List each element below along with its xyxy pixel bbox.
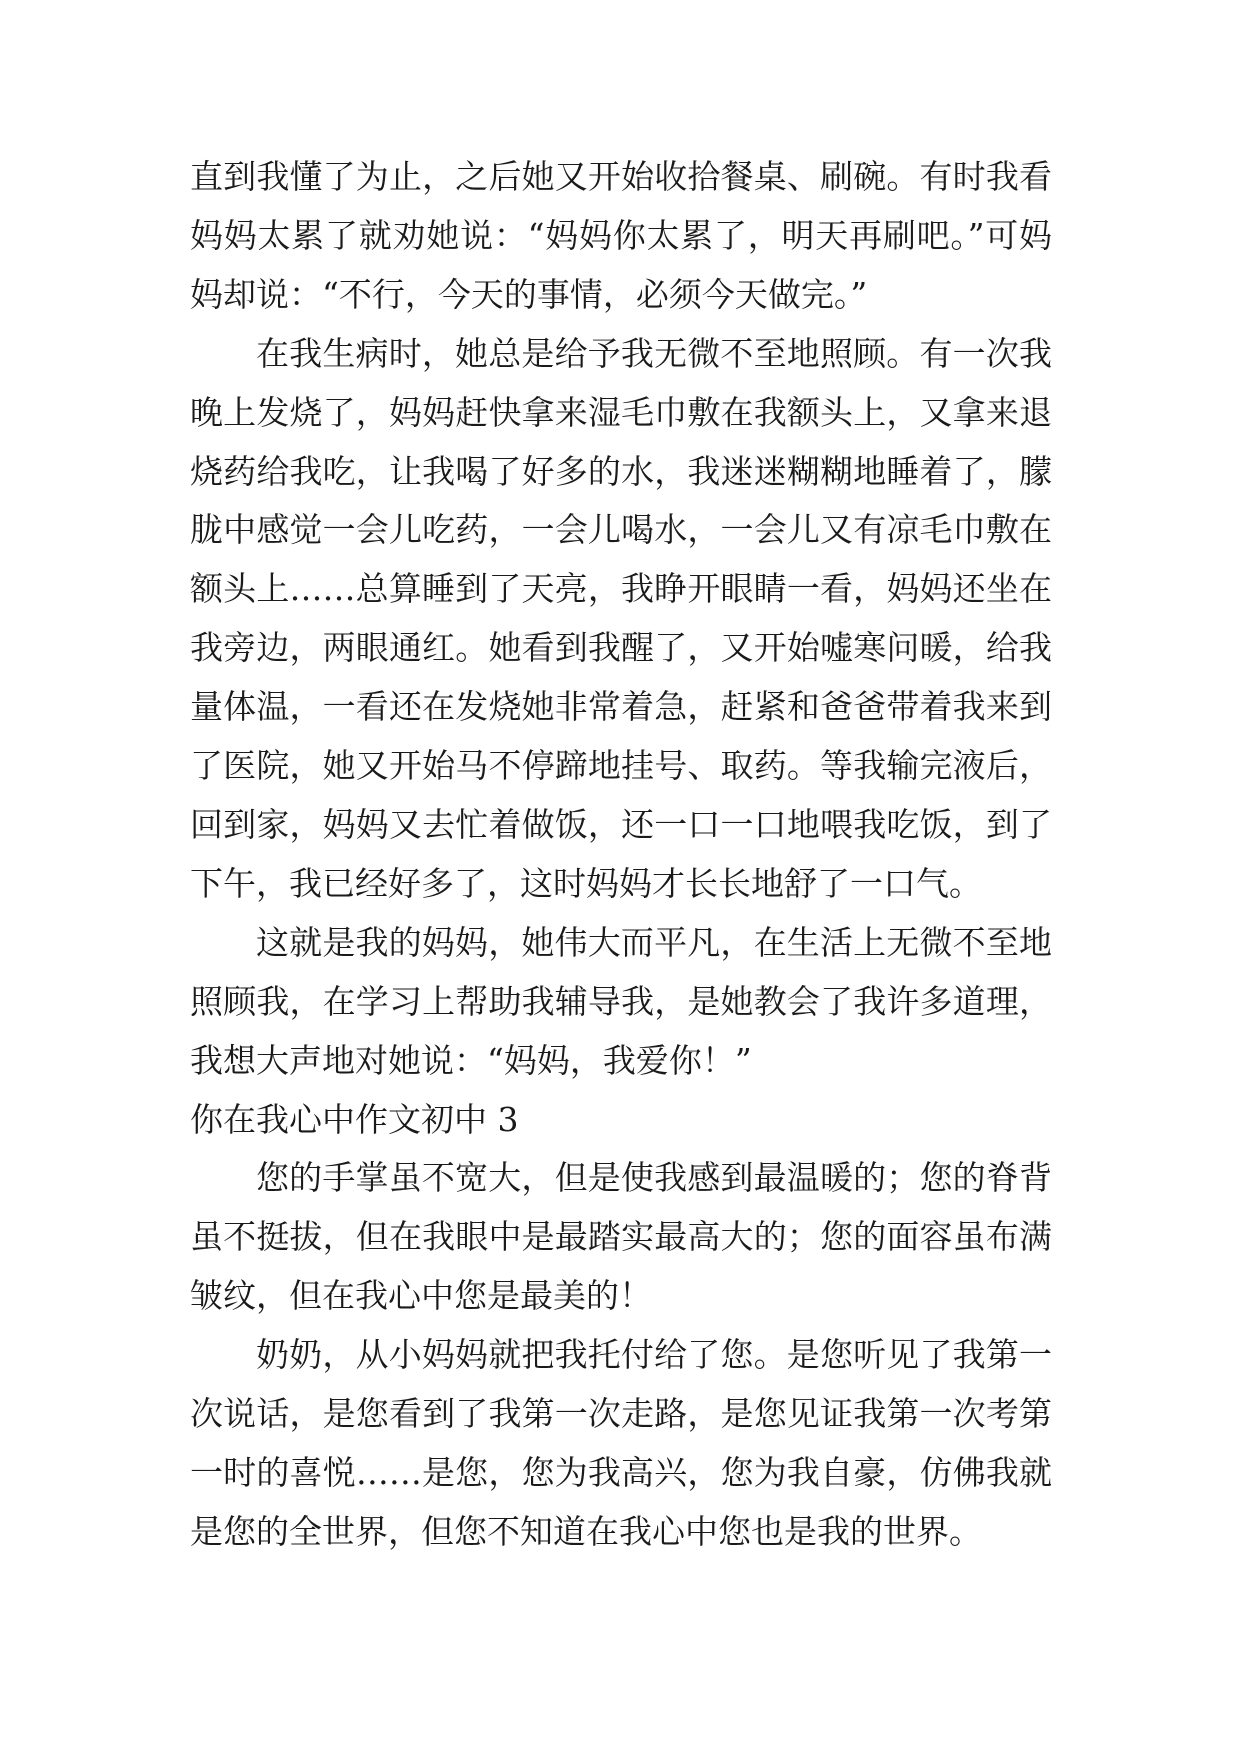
paragraph-1: 直到我懂了为止，之后她又开始收拾餐桌、刷碗。有时我看妈妈太累了就劝她说：“妈妈你太累了，明天再刷吧。”可妈妈却说：“不行，今天的事情，必须今天做完。” [190,157,1052,314]
paragraph-2: 在我生病时，她总是给予我无微不至地照顾。有一次我晚上发烧了，妈妈赶快拿来湿毛巾敷在我额头上，又拿来退烧药给我吃，让我喝了好多的水，我迷迷糊糊地睡着了，朦胧中感觉一会儿吃药，一会儿喝水，一会儿又有凉毛巾敷在额头上……总算睡到了天亮，我睁开眼睛一看，妈妈还坐在我旁边，两眼通红。她看到我醒了，又开始嘘寒问暖，给我量体温，一看还在发烧她非常着急，赶紧和爸爸带着我来到了医院，她又开始马不停蹄地挂号、取药。等我输完液后，回到家，妈妈又去忙着做饭，还一口一口地喂我吃饭，到了下午，我已经好多了，这时妈妈才长长地舒了一口气。 [190,333,1052,903]
section-title: 你在我心中作文初中 3 [190,1099,519,1139]
paragraph-3: 这就是我的妈妈，她伟大而平凡，在生活上无微不至地照顾我，在学习上帮助我辅导我，是她教会了我许多道理，我想大声地对她说：“妈妈，我爱你！” [190,922,1052,1080]
paragraph-5: 奶奶，从小妈妈就把我托付给了您。是您听见了我第一次说话，是您看到了我第一次走路，是您见证我第一次考第一时的喜悦……是您，您为我高兴，您为我自豪，仿佛我就是您的全世界，但您不知道在我心中您也是我的世界。 [190,1335,1052,1551]
document-page [190,148,1052,1562]
paragraph-4: 您的手掌虽不宽大，但是使我感到最温暖的；您的脊背虽不挺拔，但在我眼中是最踏实最高大的；您的面容虽布满皱纹，但在我心中您是最美的！ [190,1158,1052,1316]
